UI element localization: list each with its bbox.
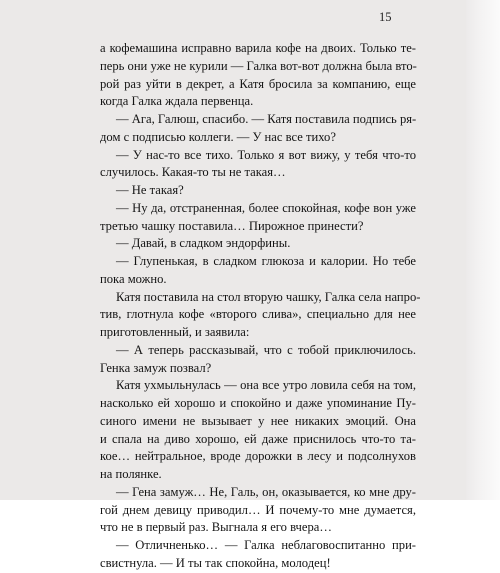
text-line: перь они уже не курили — Галка вот-вот должна была вто- (100, 58, 417, 73)
text-line: кое… нейтральное, вроде дорожки в лесу и подсолнухов (100, 449, 416, 464)
text-line: — Глупенькая, в сладком глюкоза и калории. Но тебе (116, 254, 416, 268)
text-line: свистнула. — И ты так спокойна, молодец! (100, 555, 331, 570)
text-line: Катя поставила на стол вторую чашку, Галка села напро- (116, 289, 421, 304)
text-line: приготовленный, и заявила: (100, 325, 250, 339)
body-text (100, 40, 421, 573)
text-line: что не в первый раз. Выгнала я его вчера… (100, 520, 332, 535)
text-line: синого имени не вызывает у нее никаких эмоций. Она (100, 413, 416, 428)
page-edge-shadow (466, 0, 500, 500)
text-line: — А теперь рассказывай, что с тобой приключилось. (116, 342, 416, 357)
text-line: — Не такая? (116, 183, 184, 197)
text-line: третью чашку поставила… Пирожное принести? (100, 218, 364, 233)
text-line: — Давай, в сладком эндорфины. (116, 236, 291, 251)
text-line: насколько ей хорошо и спокойно и даже упоминание Пу- (100, 396, 416, 410)
text-line: Катя ухмыльнулась — она все утро ловила себя на том, (116, 378, 416, 393)
text-line: — Ага, Галюш, спасибо. — Катя поставила подпись ря- (116, 112, 417, 126)
text-line: пока можно. (100, 271, 167, 286)
text-line: на полянке. (100, 467, 162, 481)
text-line: тив, глотнула кофе «второго слива», специально для нее (100, 307, 416, 322)
text-line: гой днем девицу приводил… И почему-то мне думается, (100, 502, 416, 517)
text-line: случилось. Какая-то ты не такая… (100, 165, 286, 180)
text-line: — Ну да, отстраненная, более спокойная, кофе вон уже (116, 200, 416, 215)
text-line: — Отличненько… — Галка неблаговоспитанно при- (116, 538, 416, 552)
page-number: 15 (379, 10, 392, 24)
text-line: Генка замуж позвал? (100, 360, 212, 375)
text-line: дом с подписью коллеги. — У нас все тихо? (100, 129, 336, 144)
text-line: а кофемашина исправно варила кофе на двоих. Только те- (100, 41, 416, 55)
text-line: и спала на диво хорошо, ей даже приснилось что-то та- (100, 431, 416, 446)
text-line: — У нас-то все тихо. Только я вот вижу, у тебя что-то (116, 147, 416, 162)
text-line: рой раз уйти в декрет, а Катя бросила за компанию, еще (100, 76, 416, 91)
text-line: — Гена замуж… Не, Галь, он, оказывается, ко мне дру- (116, 484, 416, 499)
text-line: когда Галка ждала первенца. (100, 94, 254, 109)
